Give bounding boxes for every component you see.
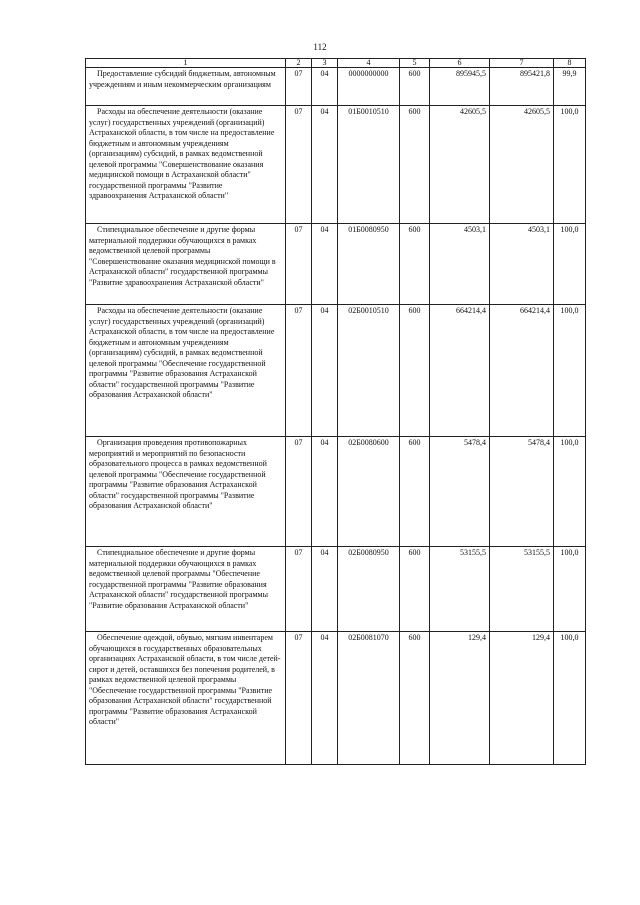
row-expense-type: 600 [400,68,430,106]
row-expense-type: 600 [400,106,430,224]
row-plan-value: 4503,1 [430,224,490,305]
row-expense-type: 600 [400,224,430,305]
row-section: 07 [286,437,312,547]
row-target-code: 01Б0010510 [338,106,400,224]
row-plan-value: 895945,5 [430,68,490,106]
row-target-code: 02Б0081070 [338,632,400,765]
table-row [86,68,586,106]
row-percent: 100,0 [554,224,586,305]
column-header-1: 1 [86,59,286,68]
row-description: Организация проведения противопожарных мероприятий и мероприятий по безопасности образовательного процесса в рамках ведомственной целевой программы "Обеспечение государственной программы "Развитие образования Астраханской области" государственной программы "Развитие образования Астраханской области" [86,437,286,547]
row-plan-value: 42605,5 [430,106,490,224]
row-description: Стипендиальное обеспечение и другие формы материальной поддержки обучающихся в рамках ведомственной целевой программы "Совершенствование оказания медицинской помощи в Астраханской области" государственной программы "Развитие здравоохранения Астраханской области" [86,224,286,305]
row-target-code: 01Б0080950 [338,224,400,305]
row-section: 07 [286,305,312,437]
column-header-3: 3 [312,59,338,68]
header-row [86,59,586,68]
row-description: Расходы на обеспечение деятельности (оказание услуг) государственных учреждений (организаций) Астраханской области, в том числе на предоставление бюджетным и автономным учреждениям (организациям) субсидий, в рамках ведомственной целевой программы "Обеспечение государственной программы "Развитие образования Астраханской области" государственной программы "Развитие образования Астраханской области" [86,305,286,437]
row-description: Обеспечение одеждой, обувью, мягким инвентарем обучающихся в государственных образовательных организациях Астраханской области, в том числе детей-сирот и детей, оставшихся без попечения родителей, в рамках ведомственной целевой программы "Обеспечение государственной программы "Развитие образования Астраханской области" государственной программы "Развитие образования Астраханской области" [86,632,286,765]
row-actual-value: 4503,1 [490,224,554,305]
table-row [86,305,586,437]
row-target-code: 02Б0010510 [338,305,400,437]
row-target-code: 02Б0080600 [338,437,400,547]
row-plan-value: 664214,4 [430,305,490,437]
row-section: 07 [286,106,312,224]
row-section: 07 [286,224,312,305]
row-percent: 100,0 [554,632,586,765]
row-actual-value: 42605,5 [490,106,554,224]
row-plan-value: 5478,4 [430,437,490,547]
row-target-code: 02Б0080950 [338,547,400,632]
row-target-code: 0000000000 [338,68,400,106]
column-header-6: 6 [430,59,490,68]
row-actual-value: 895421,8 [490,68,554,106]
row-plan-value: 129,4 [430,632,490,765]
row-percent: 100,0 [554,305,586,437]
table-row [86,224,586,305]
row-actual-value: 129,4 [490,632,554,765]
row-subsection: 04 [312,437,338,547]
row-section: 07 [286,547,312,632]
row-percent: 100,0 [554,437,586,547]
table-row [86,632,586,765]
table-row [86,547,586,632]
row-percent: 100,0 [554,106,586,224]
row-percent: 100,0 [554,547,586,632]
row-subsection: 04 [312,106,338,224]
row-description: Расходы на обеспечение деятельности (оказание услуг) государственных учреждений (организаций) Астраханской области, в том числе на предоставление бюджетным и автономным учреждениям (организациям) субсидий, в рамках ведомственной целевой программы "Совершенствование оказания медицинской помощи в Астраханской области" государственной программы "Развитие здравоохранения Астраханской области" [86,106,286,224]
row-description: Стипендиальное обеспечение и другие формы материальной поддержки обучающихся в рамках ведомственной целевой программы "Обеспечение государственной программы "Развитие образования Астраханской области" государственной программы "Развитие образования Астраханской области" [86,547,286,632]
column-header-2: 2 [286,59,312,68]
row-expense-type: 600 [400,547,430,632]
row-expense-type: 600 [400,305,430,437]
row-expense-type: 600 [400,437,430,547]
row-plan-value: 53155,5 [430,547,490,632]
row-description: Предоставление субсидий бюджетным, автономным учреждениям и иным некоммерческим организациям [86,68,286,106]
row-subsection: 04 [312,305,338,437]
row-expense-type: 600 [400,632,430,765]
row-actual-value: 664214,4 [490,305,554,437]
row-percent: 99,9 [554,68,586,106]
table-row [86,106,586,224]
budget-table [85,58,586,765]
column-header-5: 5 [400,59,430,68]
page-number: 112 [313,42,327,52]
row-actual-value: 5478,4 [490,437,554,547]
column-header-4: 4 [338,59,400,68]
row-section: 07 [286,68,312,106]
column-header-8: 8 [554,59,586,68]
row-subsection: 04 [312,68,338,106]
row-subsection: 04 [312,547,338,632]
table-row [86,437,586,547]
row-section: 07 [286,632,312,765]
row-subsection: 04 [312,224,338,305]
column-header-7: 7 [490,59,554,68]
row-subsection: 04 [312,632,338,765]
row-actual-value: 53155,5 [490,547,554,632]
